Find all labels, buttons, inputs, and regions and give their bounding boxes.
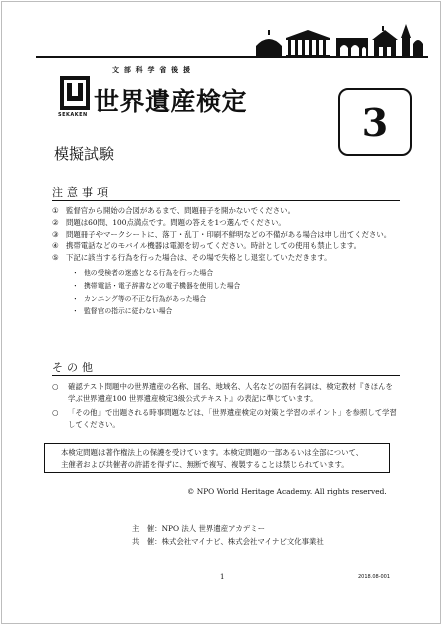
- heritage-buildings-icon: [250, 24, 428, 58]
- notes-list: [52, 205, 402, 318]
- page-number: 1: [220, 573, 225, 581]
- logo-title: 世界遺産検定: [94, 87, 248, 116]
- other-item: ○ 「その他」で出題される時事問題などは、「世界遺産検定の対策と学習のポイント」を参照して学習してください。: [52, 408, 397, 429]
- note-item: ③ 問題冊子やマークシートに、落丁・乱丁・印刷不鮮明などの不備がある場合は申し出てください。: [52, 229, 392, 239]
- organizer-cohost: 共 催：株式会社マイナビ、株式会社マイナビ文化事業社: [132, 537, 324, 546]
- document-page: [1, 1, 441, 624]
- copyright-notice-line: 主催者および共催者の許諾を得ずに、無断で複写、複製することは禁じられています。: [61, 460, 349, 469]
- logo-subtitle: SEKAKEN: [58, 112, 88, 118]
- other-rule: [52, 375, 400, 376]
- notes-rule: [52, 200, 400, 201]
- note-item: ② 問題は60問、100点満点です。問題の答えを1つ選んでください。: [52, 217, 286, 227]
- copyright-notice-line: 本検定問題は著作権法上の保護を受けています。本検定問題の一部あるいは全部について、: [61, 448, 364, 457]
- exam-title: 模擬試験: [54, 145, 115, 163]
- note-item: ⑤ 下記に該当する行為を行った場合は、その場で失格とし退室していただきます。: [52, 253, 332, 263]
- header-rule: [36, 56, 428, 58]
- organizer-host: 主 催：NPO 法人 世界遺産アカデミー: [132, 524, 265, 533]
- note-sub-item: ・ 監督官の指示に従わない場合: [72, 307, 173, 316]
- notes-heading: 注意事項: [52, 186, 112, 199]
- note-sub-item: ・ 他の受検者の迷惑となる行為を行った場合: [72, 268, 214, 277]
- copyright-text: © NPO World Heritage Academy. All rights reserved.: [187, 487, 387, 496]
- other-item: ○ 確認テスト問題中の世界遺産の名称、国名、地域名、人名などの固有名詞は、検定教材『きほんを学ぶ世界遺産100 世界遺産検定3級公式テキスト』の表記に準じています。: [52, 382, 393, 403]
- copyright-notice-box: [44, 443, 390, 473]
- grade-box: 3: [338, 88, 412, 156]
- document-id: 2018.08-001: [358, 574, 391, 580]
- sponsor-label: 文 部 科 学 省 後 援: [112, 66, 192, 74]
- note-sub-item: ・ 携帯電話・電子辞書などの電子機器を使用した場合: [72, 281, 241, 290]
- other-heading: その他: [52, 361, 97, 374]
- note-item: ④ 携帯電話などのモバイル機器は電源を切ってください。時計としての使用も禁止します。: [52, 241, 362, 251]
- sekaken-logo-icon: [60, 76, 90, 110]
- note-item: ① 監督官から開始の合図があるまで、問題冊子を開かないでください。: [52, 206, 295, 215]
- other-list: [52, 381, 397, 433]
- note-sub-item: ・ カンニング等の不正な行為があった場合: [72, 294, 207, 303]
